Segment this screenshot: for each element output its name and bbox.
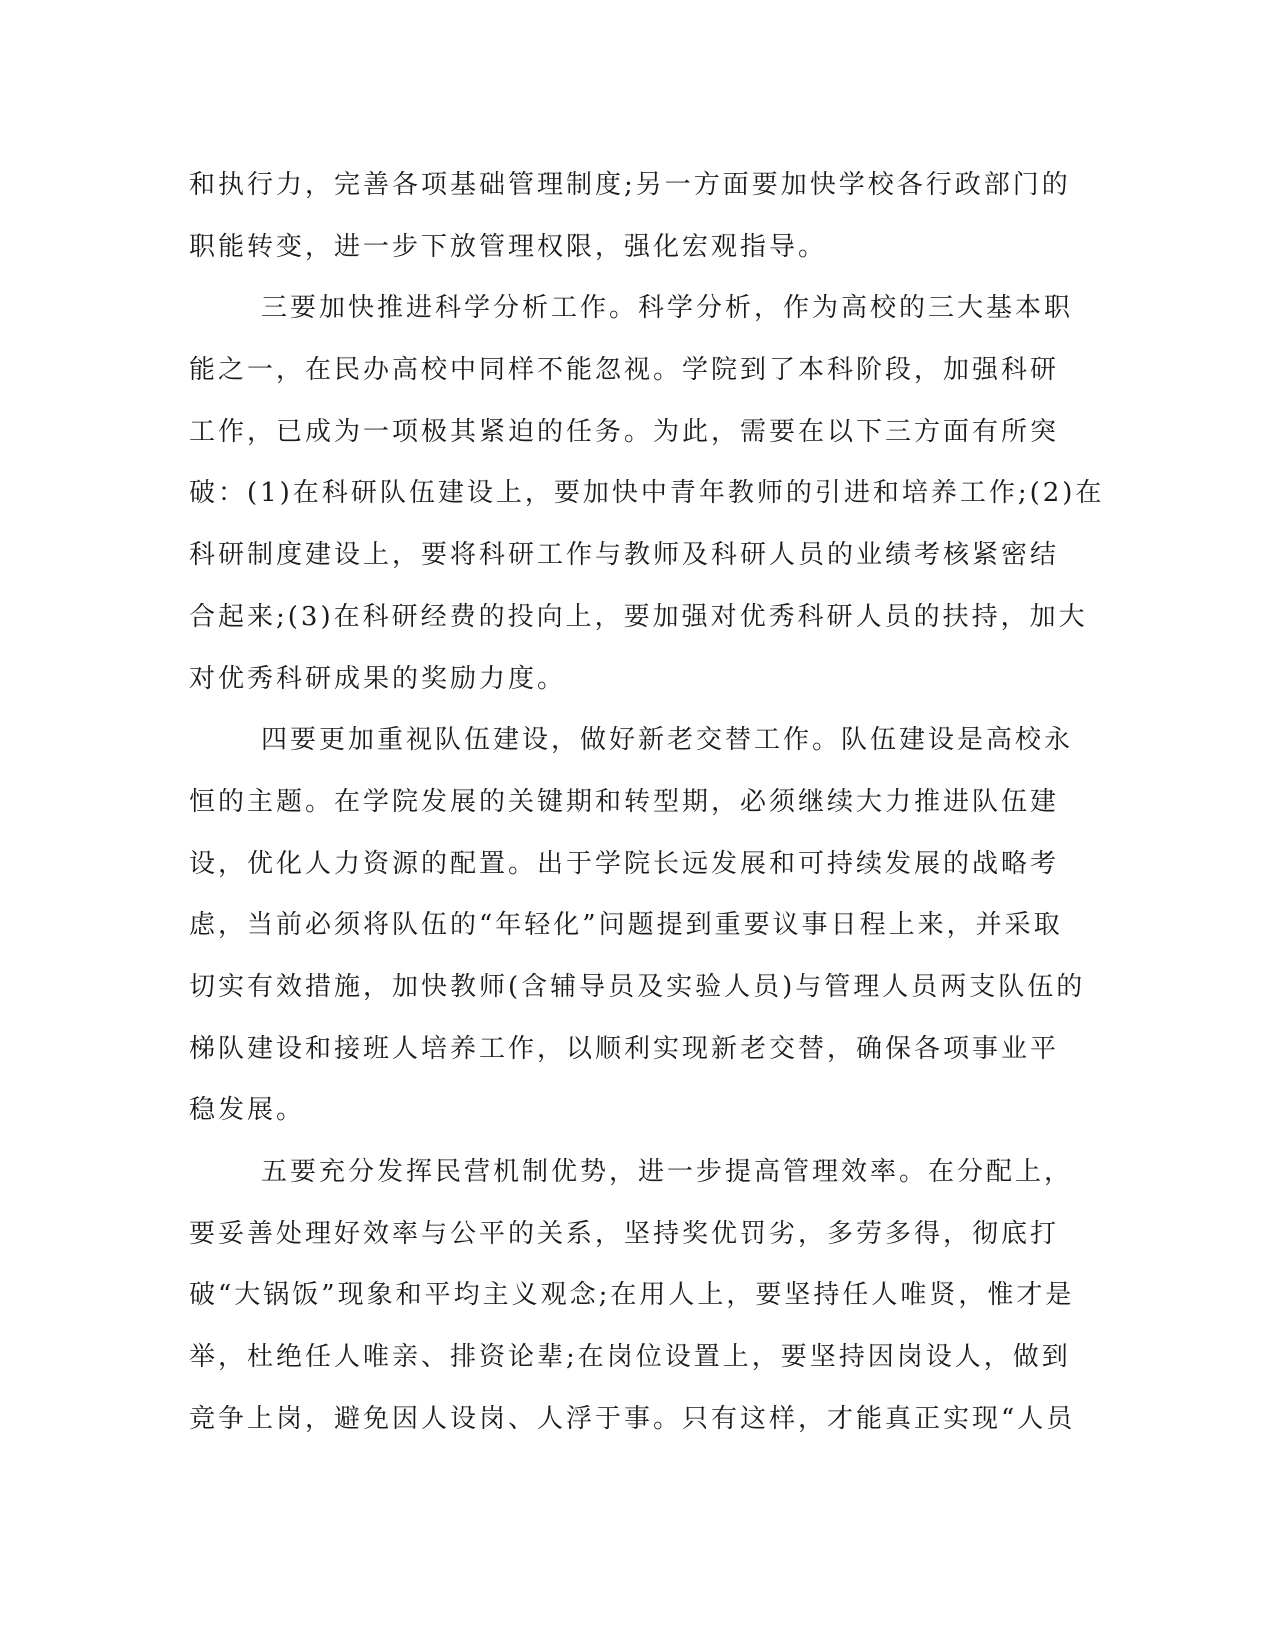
text-line: 虑，当前必须将队伍的“年轻化”问题提到重要议事日程上来，并采取 bbox=[189, 910, 1063, 941]
text-line: 梯队建设和接班人培养工作，以顺利实现新老交替，确保各项事业平 bbox=[189, 1033, 1060, 1064]
text-line: 设，优化人力资源的配置。出于学院长远发展和可持续发展的战略考 bbox=[189, 848, 1060, 879]
text-line: 合起来;(3)在科研经费的投向上，要加强对优秀科研人员的扶持，加大 bbox=[189, 601, 1088, 632]
text-line: 能之一，在民办高校中同样不能忽视。学院到了本科阶段，加强科研 bbox=[189, 355, 1060, 386]
text-line: 破“大锅饭”现象和平均主义观念;在用人上，要坚持任人唯贤，惟才是 bbox=[189, 1280, 1075, 1311]
text-line: 稳发展。 bbox=[189, 1095, 306, 1126]
text-line: 恒的主题。在学院发展的关键期和转型期，必须继续大力推进队伍建 bbox=[189, 786, 1060, 817]
text-line: 和执行力，完善各项基础管理制度;另一方面要加快学校各行政部门的 bbox=[189, 170, 1071, 200]
text-line: 切实有效措施，加快教师(含辅导员及实验人员)与管理人员两支队伍的 bbox=[189, 971, 1086, 1002]
paragraph-start-line: 五要充分发挥民营机制优势，进一步提高管理效率。在分配上， bbox=[261, 1157, 1074, 1187]
text-line: 破：(1)在科研队伍建设上，要加快中青年教师的引进和培养工作;(2)在 bbox=[189, 478, 1105, 509]
paragraph-start-line: 三要加快推进科学分析工作。科学分析，作为高校的三大基本职 bbox=[261, 293, 1074, 324]
text-line: 要妥善处理好效率与公平的关系，坚持奖优罚劣，多劳多得，彻底打 bbox=[189, 1218, 1060, 1249]
text-line: 竞争上岗，避免因人设岗、人浮于事。只有这样，才能真正实现“人员 bbox=[189, 1403, 1076, 1434]
document-body-text bbox=[189, 155, 1105, 1450]
text-line: 职能转变，进一步下放管理权限，强化宏观指导。 bbox=[189, 231, 828, 262]
text-line: 对优秀科研成果的奖励力度。 bbox=[189, 663, 567, 694]
text-line: 举，杜绝任人唯亲、排资论辈;在岗位设置上，要坚持因岗设人，做到 bbox=[189, 1342, 1071, 1373]
text-line: 工作，已成为一项极其紧迫的任务。为此，需要在以下三方面有所突 bbox=[189, 416, 1060, 447]
paragraph-start-line: 四要更加重视队伍建设，做好新老交替工作。队伍建设是高校永 bbox=[261, 725, 1074, 756]
text-line: 科研制度建设上，要将科研工作与教师及科研人员的业绩考核紧密结 bbox=[189, 540, 1060, 571]
